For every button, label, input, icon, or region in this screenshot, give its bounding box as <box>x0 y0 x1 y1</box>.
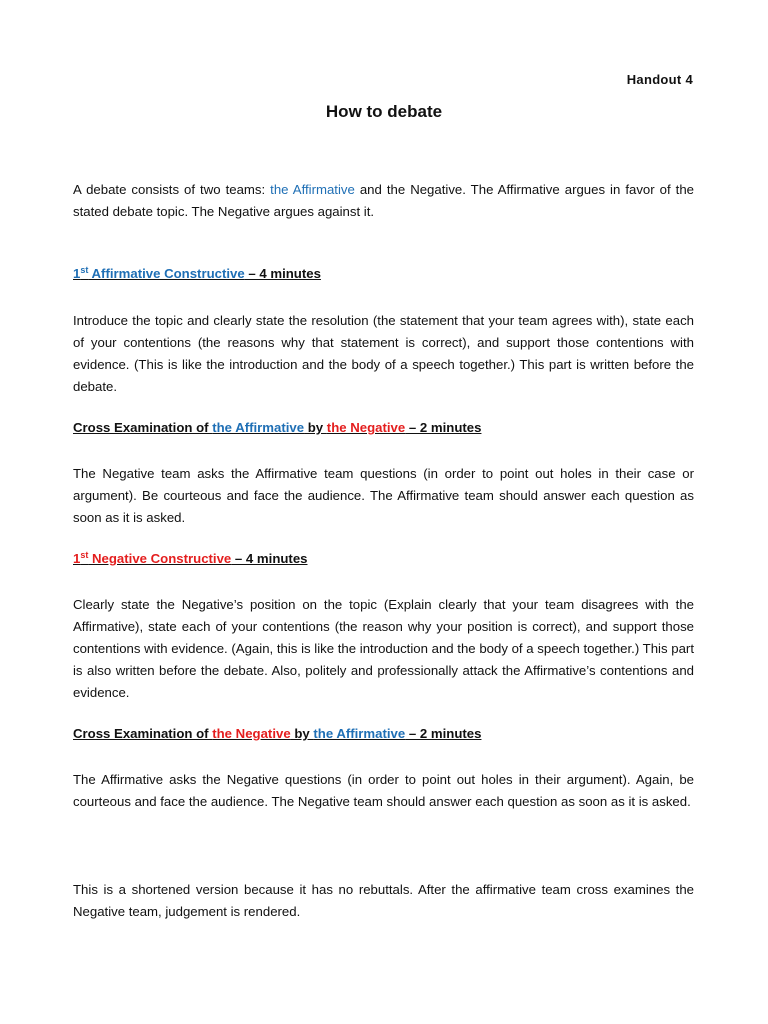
page-title: How to debate <box>325 102 443 121</box>
closing-paragraph: This is a shortened version because it has no rebuttals. After the affirmative team cross examines the Negative team, judgement is rendered. <box>73 882 694 919</box>
intro-affirmative: the Affirmative <box>270 182 355 197</box>
heading-time: – 2 minutes <box>405 420 482 435</box>
section-body-cross-exam-affirmative: The Negative team asks the Affirmative team questions (in order to point out holes in their case or argument). Be courteous and face the audience. The Affirmative team should answer each question as soon as it is asked. <box>73 466 694 525</box>
heading-time: – 2 minutes <box>405 726 482 741</box>
heading-team-affirmative: the Affirmative <box>212 420 305 435</box>
heading-team-negative: the Negative <box>212 726 291 741</box>
section-heading-cross-exam-negative: Cross Examination of the Negative by the Affirmative – 2 minutes <box>73 726 482 741</box>
section-body-negative-constructive: Clearly state the Negative’s position on the topic (Explain clearly that your team disagrees with the Affirmative), state each of your contentions (the reason why your position is correct), and support those contentions with evidence. (Again, this is like the introduction and the body of a speech together.) This part is also written before the debate. Also, politely and professionally attack the Affirmative’s contentions and evidence. <box>73 597 694 700</box>
section-body-cross-exam-negative: The Affirmative asks the Negative questions (in order to point out holes in their argument). Again, be courteous and face the audience. The Negative team should answer each question as soon as it is asked. <box>73 772 694 809</box>
intro-paragraph <box>73 179 694 223</box>
section-heading-affirmative-constructive <box>73 266 321 281</box>
intro-text-before: A debate consists of two teams: <box>73 182 271 197</box>
intro-text-after: and the Negative. The Affirmative argues in favor of the stated debate topic. The Negative argues against it. <box>73 182 694 219</box>
heading-number: 1st Affirmative Constructive <box>73 265 245 281</box>
heading-time: – 4 minutes <box>231 551 308 566</box>
section-heading-negative-constructive <box>73 551 308 566</box>
heading-time: – 4 minutes <box>244 266 321 281</box>
heading-team-negative: the Negative <box>326 420 406 435</box>
section-body-affirmative-constructive: Introduce the topic and clearly state the resolution (the statement that your team agrees with), state each of your contentions (the reasons why that statement is correct), and support those contentions with evidence. (This is like the introduction and the body of a speech together.) This part is written before the debate. <box>73 313 694 394</box>
heading-number: 1st Negative Constructive <box>73 550 232 566</box>
handout-label: Handout 4 <box>626 72 693 87</box>
heading-team-affirmative: the Affirmative <box>313 726 406 741</box>
section-heading-cross-exam-affirmative: Cross Examination of the Affirmative by the Negative – 2 minutes <box>73 420 482 435</box>
